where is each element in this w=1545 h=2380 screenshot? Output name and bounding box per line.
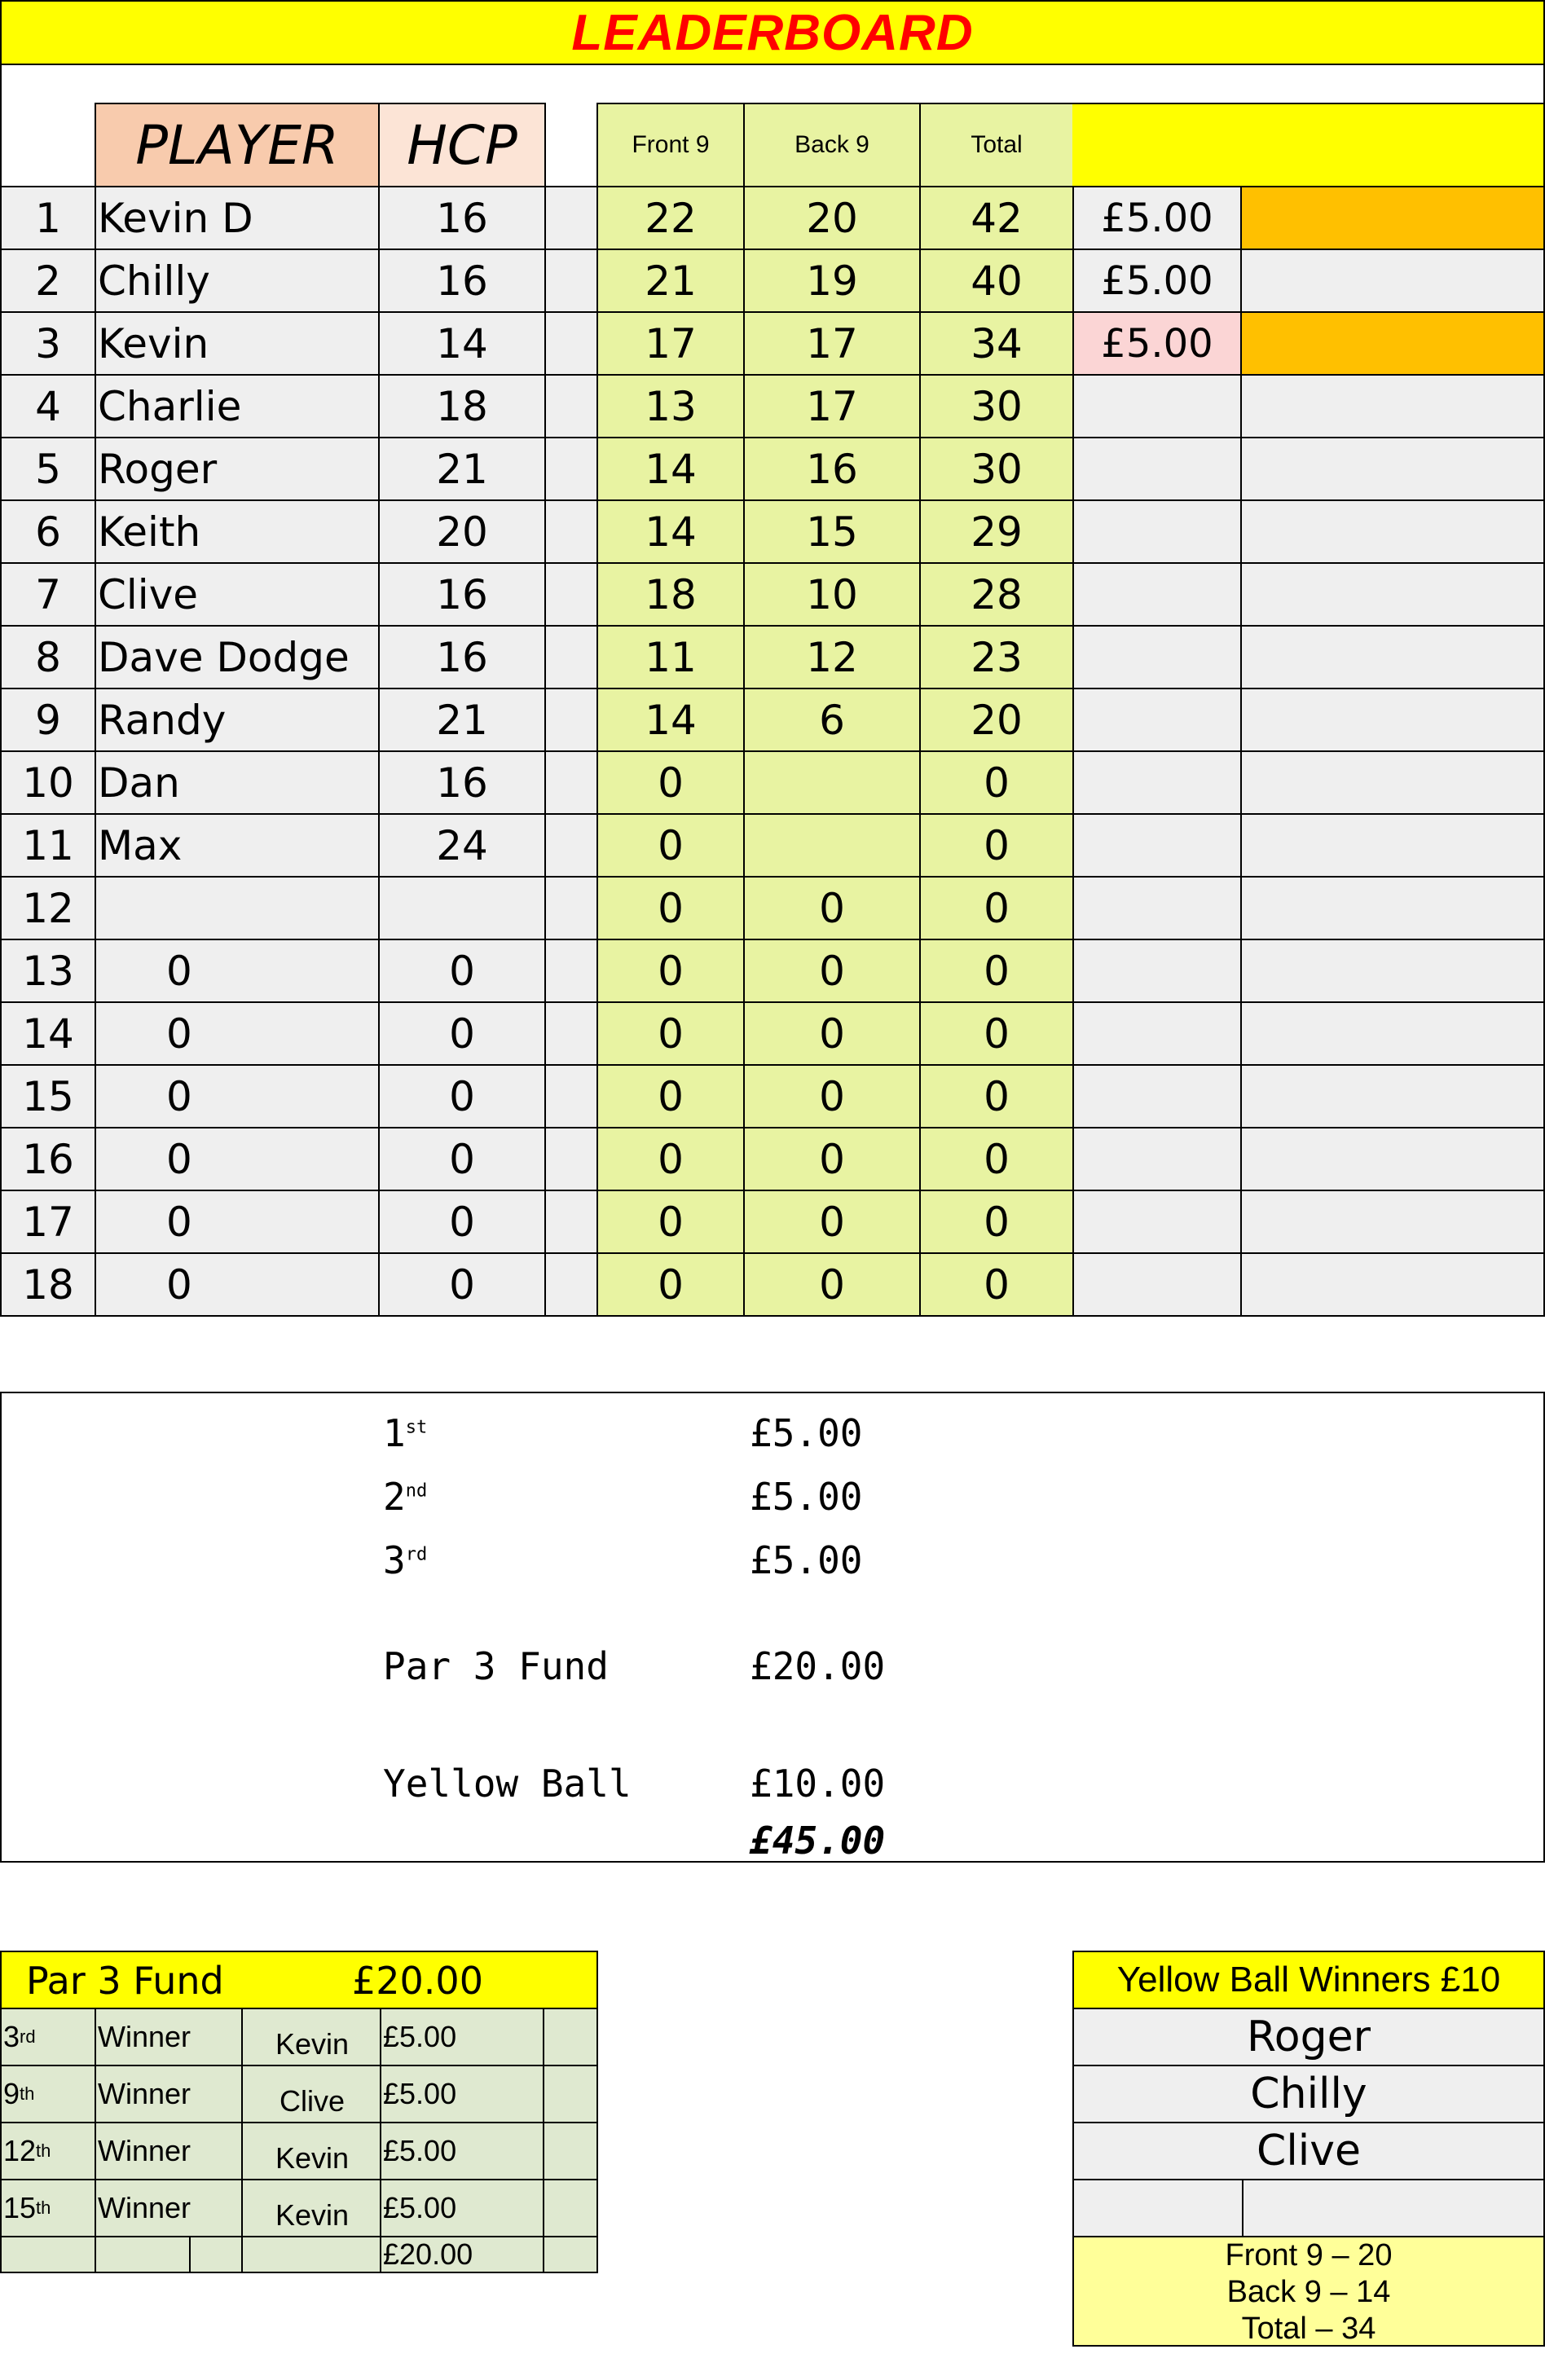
position-cell: 16 — [0, 1127, 96, 1191]
hcp-cell: 0 — [378, 1190, 546, 1254]
prize-cell — [1072, 1127, 1242, 1191]
spacer-cell — [544, 562, 598, 627]
par3-total-spacer — [189, 2236, 243, 2273]
spacer-cell — [544, 186, 598, 250]
total-cell: 30 — [919, 437, 1074, 501]
par3-spacer-cell — [543, 2065, 598, 2123]
position-cell: 18 — [0, 1252, 96, 1317]
highlight-cell — [1240, 1064, 1545, 1128]
par3-winner-name: Kevin — [241, 2179, 381, 2237]
yellow-ball-footer — [1072, 2236, 1545, 2347]
prize-cell — [1072, 437, 1242, 501]
prize-cell — [1072, 750, 1242, 815]
front9-cell: 22 — [596, 186, 745, 250]
back9-cell: 0 — [743, 1127, 921, 1191]
spacer-cell — [544, 1127, 598, 1191]
back9-cell: 6 — [743, 688, 921, 752]
back9-cell: 0 — [743, 939, 921, 1003]
hcp-cell: 0 — [378, 939, 546, 1003]
par3-spacer-cell — [543, 2008, 598, 2066]
back9-cell: 16 — [743, 437, 921, 501]
player-name-cell: 0 — [95, 1064, 380, 1128]
par3-winner-label: Winner — [95, 2065, 243, 2123]
front9-cell: 14 — [596, 499, 745, 564]
hcp-cell: 18 — [378, 374, 546, 438]
total-cell: 0 — [919, 750, 1074, 815]
hcp-cell: 0 — [378, 1064, 546, 1128]
front9-cell: 13 — [596, 374, 745, 438]
par3-spacer-cell — [543, 2179, 598, 2237]
player-header: PLAYER — [95, 103, 380, 187]
par3-fund-header — [0, 1951, 598, 2009]
highlight-cell — [1240, 625, 1545, 689]
yellow-ball-winner: Chilly — [1072, 2065, 1545, 2123]
spacer-cell — [544, 1001, 598, 1066]
hcp-cell: 0 — [378, 1252, 546, 1317]
position-cell: 12 — [0, 876, 96, 940]
front9-cell: 0 — [596, 876, 745, 940]
back9-cell: 0 — [743, 876, 921, 940]
yellow-ball-empty-cell — [1242, 2179, 1545, 2237]
back9-cell: 12 — [743, 625, 921, 689]
position-cell: 9 — [0, 688, 96, 752]
player-name-cell: Chilly — [95, 249, 380, 313]
front9-cell: 0 — [596, 1190, 745, 1254]
prize-cell — [1072, 688, 1242, 752]
hcp-cell: 0 — [378, 1001, 546, 1066]
front9-cell: 0 — [596, 939, 745, 1003]
highlight-cell — [1240, 1127, 1545, 1191]
highlight-cell — [1240, 750, 1545, 815]
prize-cell — [1072, 499, 1242, 564]
par3-hole-suffix: th — [20, 2083, 35, 2104]
par3-amount-cell: £5.00 — [380, 2065, 544, 2123]
hcp-cell: 24 — [378, 813, 546, 878]
par3-hole-cell — [0, 2008, 96, 2066]
player-name-cell: 0 — [95, 1252, 380, 1317]
third-place-value: £5.00 — [750, 1538, 863, 1582]
par3-hole-suffix: rd — [20, 2026, 36, 2047]
total-cell: 34 — [919, 311, 1074, 376]
par3-total-spacer — [543, 2236, 598, 2273]
prize-cell — [1072, 1064, 1242, 1128]
position-cell: 6 — [0, 499, 96, 564]
prize-cell — [1072, 625, 1242, 689]
total-cell: 28 — [919, 562, 1074, 627]
total-cell: 20 — [919, 688, 1074, 752]
hcp-cell: 16 — [378, 562, 546, 627]
position-cell: 4 — [0, 374, 96, 438]
player-name-cell: Randy — [95, 688, 380, 752]
prize-cell: £5.00 — [1072, 249, 1242, 313]
player-name-cell: Max — [95, 813, 380, 878]
par3-spacer-cell — [543, 2122, 598, 2180]
total-cell: 0 — [919, 1252, 1074, 1317]
first-place-label: 1st — [383, 1411, 428, 1455]
spacer-cell — [544, 750, 598, 815]
back9-cell: 0 — [743, 1252, 921, 1317]
position-cell: 8 — [0, 625, 96, 689]
total-header: Total — [919, 103, 1074, 187]
total-cell: 42 — [919, 186, 1074, 250]
total-cell: 0 — [919, 1064, 1074, 1128]
highlight-cell — [1240, 437, 1545, 501]
leaderboard-title: LEADERBOARD — [0, 0, 1545, 65]
highlight-cell — [1240, 249, 1545, 313]
hcp-cell: 16 — [378, 625, 546, 689]
back9-cell: 0 — [743, 1001, 921, 1066]
spacer-cell — [544, 374, 598, 438]
position-cell: 1 — [0, 186, 96, 250]
position-cell: 11 — [0, 813, 96, 878]
total-cell: 0 — [919, 1127, 1074, 1191]
hcp-cell: 21 — [378, 437, 546, 501]
par3-amount-cell: £5.00 — [380, 2122, 544, 2180]
player-name-cell: Dan — [95, 750, 380, 815]
par3-total-spacer — [95, 2236, 191, 2273]
position-cell: 13 — [0, 939, 96, 1003]
spacer-cell — [544, 625, 598, 689]
highlight-cell — [1240, 311, 1545, 376]
total-cell: 40 — [919, 249, 1074, 313]
front9-cell: 18 — [596, 562, 745, 627]
player-name-cell: 0 — [95, 939, 380, 1003]
par3-hole-number: 15 — [3, 2191, 37, 2224]
spacer-cell — [544, 499, 598, 564]
hcp-cell: 21 — [378, 688, 546, 752]
total-cell: 29 — [919, 499, 1074, 564]
hcp-cell: 20 — [378, 499, 546, 564]
back9-cell: 0 — [743, 1190, 921, 1254]
front9-cell: 0 — [596, 750, 745, 815]
hcp-cell: 0 — [378, 1127, 546, 1191]
back9-cell: 10 — [743, 562, 921, 627]
front9-cell: 21 — [596, 249, 745, 313]
par3-winner-label: Winner — [95, 2008, 243, 2066]
par3-hole-number: 9 — [3, 2077, 20, 2110]
prize-cell — [1072, 939, 1242, 1003]
summary-total: £45.00 — [750, 1819, 886, 1863]
second-place-label: 2nd — [383, 1475, 428, 1519]
total-cell: 30 — [919, 374, 1074, 438]
position-cell: 2 — [0, 249, 96, 313]
position-cell: 10 — [0, 750, 96, 815]
total-cell: 0 — [919, 1001, 1074, 1066]
player-name-cell — [95, 876, 380, 940]
player-name-cell: Kevin D — [95, 186, 380, 250]
hcp-cell: 16 — [378, 750, 546, 815]
back9-cell: 0 — [743, 1064, 921, 1128]
prize-cell: £5.00 — [1072, 186, 1242, 250]
front9-cell: 14 — [596, 437, 745, 501]
position-cell: 5 — [0, 437, 96, 501]
par3-winner-label: Winner — [95, 2179, 243, 2237]
front9-cell: 17 — [596, 311, 745, 376]
footer-total: Total – 34 — [1241, 2312, 1376, 2346]
par3-fund-title: Par 3 Fund — [26, 1959, 224, 2003]
prize-cell — [1072, 562, 1242, 627]
third-place-label: 3rd — [383, 1538, 428, 1582]
front9-cell: 14 — [596, 688, 745, 752]
back9-cell — [743, 813, 921, 878]
prize-cell — [1072, 876, 1242, 940]
back9-cell: 15 — [743, 499, 921, 564]
highlight-cell — [1240, 813, 1545, 878]
second-place-value: £5.00 — [750, 1475, 863, 1519]
par3-hole-cell — [0, 2065, 96, 2123]
spacer-cell — [544, 311, 598, 376]
front9-cell: 0 — [596, 1252, 745, 1317]
position-cell: 15 — [0, 1064, 96, 1128]
spacer-cell — [544, 1190, 598, 1254]
hcp-cell: 16 — [378, 249, 546, 313]
player-name-cell: 0 — [95, 1001, 380, 1066]
par3-winner-label: Winner — [95, 2122, 243, 2180]
highlight-cell — [1240, 1190, 1545, 1254]
par3-fund-amount: £20.00 — [352, 1959, 483, 2003]
prize-cell — [1072, 1001, 1242, 1066]
yellow-ball-winner: Roger — [1072, 2008, 1545, 2066]
hcp-cell: 16 — [378, 186, 546, 250]
total-cell: 0 — [919, 1190, 1074, 1254]
front9-header: Front 9 — [596, 103, 745, 187]
player-name-cell: Clive — [95, 562, 380, 627]
spacer-cell — [544, 1064, 598, 1128]
par3-hole-number: 3 — [3, 2020, 20, 2053]
back9-cell: 17 — [743, 374, 921, 438]
prize-cell — [1072, 374, 1242, 438]
par3-fund-label: Par 3 Fund — [383, 1644, 609, 1688]
par3-total-cell: £20.00 — [380, 2236, 544, 2273]
yellow-ball-winner: Clive — [1072, 2122, 1545, 2180]
back9-cell — [743, 750, 921, 815]
par3-hole-cell — [0, 2122, 96, 2180]
par3-amount-cell: £5.00 — [380, 2179, 544, 2237]
back9-cell: 17 — [743, 311, 921, 376]
position-cell: 14 — [0, 1001, 96, 1066]
par3-hole-suffix: th — [36, 2197, 51, 2218]
prize-cell: £5.00 — [1072, 311, 1242, 376]
yellow-ball-empty-cell — [1072, 2179, 1243, 2237]
highlight-cell — [1240, 1001, 1545, 1066]
front9-cell: 0 — [596, 1064, 745, 1128]
yellow-ball-value: £10.00 — [750, 1762, 886, 1806]
highlight-cell — [1240, 562, 1545, 627]
total-cell: 0 — [919, 939, 1074, 1003]
par3-winner-name: Kevin — [241, 2122, 381, 2180]
par3-winner-name: Clive — [241, 2065, 381, 2123]
highlight-cell — [1240, 939, 1545, 1003]
highlight-cell — [1240, 688, 1545, 752]
prize-cell — [1072, 1190, 1242, 1254]
footer-front9: Front 9 – 20 — [1225, 2238, 1393, 2272]
player-name-cell: Kevin — [95, 311, 380, 376]
par3-winner-name: Kevin — [241, 2008, 381, 2066]
front9-cell: 0 — [596, 1127, 745, 1191]
prize-cell — [1072, 1252, 1242, 1317]
hcp-cell — [378, 876, 546, 940]
spacer-cell — [544, 437, 598, 501]
par3-amount-cell: £5.00 — [380, 2008, 544, 2066]
summary-box — [0, 1392, 1545, 1863]
yellow-ball-title: Yellow Ball Winners £10 — [1072, 1951, 1545, 2009]
highlight-cell — [1240, 186, 1545, 250]
player-name-cell: 0 — [95, 1190, 380, 1254]
yellow-ball-label: Yellow Ball — [383, 1762, 632, 1806]
par3-hole-cell — [0, 2179, 96, 2237]
spacer-cell — [544, 939, 598, 1003]
par3-total-spacer — [0, 2236, 96, 2273]
player-name-cell: 0 — [95, 1127, 380, 1191]
spacer-cell — [544, 1252, 598, 1317]
highlight-cell — [1240, 374, 1545, 438]
spacer-cell — [544, 876, 598, 940]
front9-cell: 11 — [596, 625, 745, 689]
back9-cell: 20 — [743, 186, 921, 250]
total-cell: 23 — [919, 625, 1074, 689]
spacer-cell — [544, 813, 598, 878]
total-cell: 0 — [919, 813, 1074, 878]
total-cell: 0 — [919, 876, 1074, 940]
first-place-value: £5.00 — [750, 1411, 863, 1455]
hcp-cell: 14 — [378, 311, 546, 376]
front9-cell: 0 — [596, 813, 745, 878]
front9-cell: 0 — [596, 1001, 745, 1066]
hcp-header: HCP — [378, 103, 546, 187]
par3-hole-number: 12 — [3, 2134, 37, 2167]
prize-cell — [1072, 813, 1242, 878]
player-name-cell: Roger — [95, 437, 380, 501]
par3-fund-value: £20.00 — [750, 1644, 886, 1688]
prize-header-band — [1072, 103, 1545, 187]
position-cell: 3 — [0, 311, 96, 376]
highlight-cell — [1240, 1252, 1545, 1317]
par3-total-spacer — [241, 2236, 381, 2273]
back9-header: Back 9 — [743, 103, 921, 187]
player-name-cell: Dave Dodge — [95, 625, 380, 689]
footer-back9: Back 9 – 14 — [1226, 2275, 1391, 2309]
highlight-cell — [1240, 876, 1545, 940]
position-cell: 7 — [0, 562, 96, 627]
highlight-cell — [1240, 499, 1545, 564]
par3-hole-suffix: th — [36, 2140, 51, 2161]
back9-cell: 19 — [743, 249, 921, 313]
player-name-cell: Charlie — [95, 374, 380, 438]
spacer-cell — [544, 688, 598, 752]
position-cell: 17 — [0, 1190, 96, 1254]
player-name-cell: Keith — [95, 499, 380, 564]
spacer-cell — [544, 249, 598, 313]
